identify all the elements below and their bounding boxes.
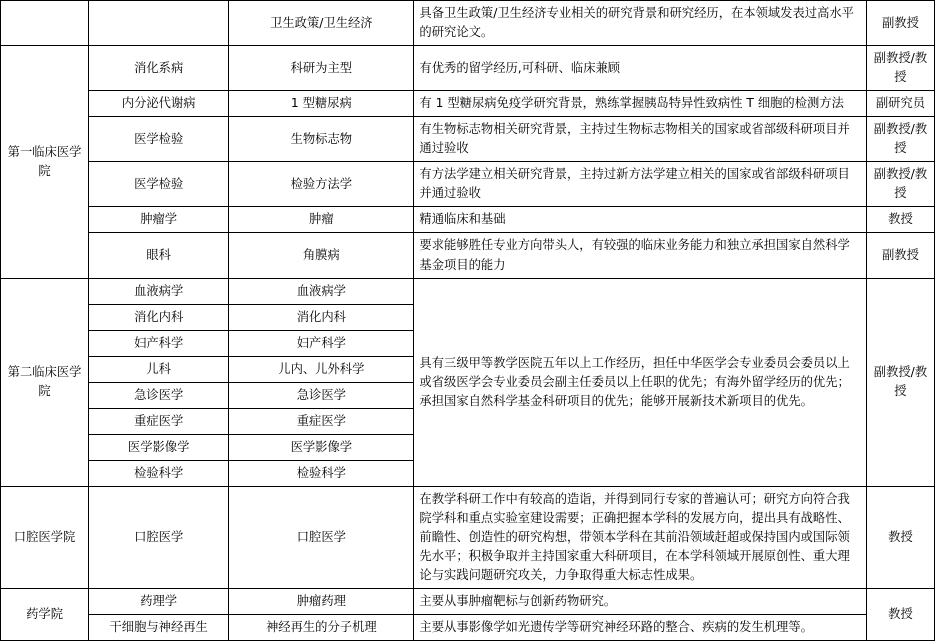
cell-major: 医学检验 — [89, 117, 229, 162]
cell-major: 干细胞与神经再生 — [89, 615, 229, 641]
cell-requirement: 主要从事影像学如光遗传学等研究神经环路的整合、疾病的发生机理等。 — [414, 615, 866, 641]
cell-direction: 1 型糖尿病 — [229, 91, 414, 117]
cell-direction: 卫生政策/卫生经济 — [229, 1, 414, 46]
cell-direction: 儿内、儿外科学 — [229, 356, 414, 382]
cell-direction: 妇产科学 — [229, 330, 414, 356]
cell-title: 副教授/教授 — [866, 46, 934, 91]
cell-requirement: 要求能够胜任专业方向带头人，有较强的临床业务能力和独立承担国家自然科学基金项目的能力 — [414, 233, 866, 278]
cell-major: 内分泌代谢病 — [89, 91, 229, 117]
cell-requirement: 有方法学建立相关研究背景，主持过新方法学建立相关的国家或省部级科研项目并通过验收 — [414, 162, 866, 207]
cell-requirement: 有生物标志物相关研究背景，主持过生物标志物相关的国家或省部级科研项目并通过验收 — [414, 117, 866, 162]
table-row — [1, 91, 935, 117]
cell-major: 医学影像学 — [89, 434, 229, 460]
table-row — [1, 1, 935, 46]
cell-direction: 角膜病 — [229, 233, 414, 278]
cell-direction: 消化内科 — [229, 304, 414, 330]
cell-direction: 口腔医学 — [229, 486, 414, 588]
table-row — [1, 117, 935, 162]
cell-college: 第二临床医学院 — [1, 278, 89, 486]
cell-requirement: 在教学科研工作中有较高的造诣，并得到同行专家的普遍认可；研究方向符合我院学科和重点实验室建设需要；正确把握本学科的发展方向，提出具有战略性、前瞻性、创造性的研究构想，带领本学科在其前沿领域赶超或保持国内或国际领先水平；积极争取并主持国家重大科研项目，在本学科领域开展原创性、重大理论与实践问题研究攻关，力争取得重大标志性成果。 — [414, 486, 866, 588]
cell-major: 血液病学 — [89, 278, 229, 304]
cell-major: 药理学 — [89, 589, 229, 615]
table-row — [1, 207, 935, 233]
cell-college: 药学院 — [1, 589, 89, 641]
cell-requirement: 有优秀的留学经历,可科研、临床兼顾 — [414, 46, 866, 91]
cell-college — [1, 1, 89, 46]
cell-title: 副教授/教授 — [866, 117, 934, 162]
cell-requirement: 精通临床和基础 — [414, 207, 866, 233]
cell-major: 消化内科 — [89, 304, 229, 330]
cell-major: 医学检验 — [89, 162, 229, 207]
cell-major: 重症医学 — [89, 408, 229, 434]
cell-major: 口腔医学 — [89, 486, 229, 588]
cell-requirement: 具备卫生政策/卫生经济专业相关的研究背景和研究经历，在本领域发表过高水平的研究论文。 — [414, 1, 866, 46]
cell-major: 消化系病 — [89, 46, 229, 91]
table-row — [1, 589, 935, 615]
table-row — [1, 615, 935, 641]
cell-direction: 血液病学 — [229, 278, 414, 304]
cell-major: 肿瘤学 — [89, 207, 229, 233]
cell-requirement: 主要从事肿瘤靶标与创新药物研究。 — [414, 589, 866, 615]
table-row — [1, 233, 935, 278]
cell-major: 急诊医学 — [89, 382, 229, 408]
cell-direction: 急诊医学 — [229, 382, 414, 408]
cell-direction: 重症医学 — [229, 408, 414, 434]
cell-major — [89, 1, 229, 46]
cell-college: 第一临床医学院 — [1, 46, 89, 278]
cell-direction: 检验方法学 — [229, 162, 414, 207]
cell-college: 口腔医学院 — [1, 486, 89, 588]
cell-major: 妇产科学 — [89, 330, 229, 356]
cell-title: 副教授 — [866, 1, 934, 46]
cell-major: 检验科学 — [89, 460, 229, 486]
cell-direction: 肿瘤药理 — [229, 589, 414, 615]
cell-major: 眼科 — [89, 233, 229, 278]
cell-title: 教授 — [866, 207, 934, 233]
cell-direction: 医学影像学 — [229, 434, 414, 460]
cell-direction: 神经再生的分子机理 — [229, 615, 414, 641]
cell-requirement: 有 1 型糖尿病免疫学研究背景，熟练掌握胰岛特异性致病性 T 细胞的检测方法 — [414, 91, 866, 117]
table-row — [1, 46, 935, 91]
cell-title: 副教授 — [866, 233, 934, 278]
cell-direction: 检验科学 — [229, 460, 414, 486]
cell-direction: 肿瘤 — [229, 207, 414, 233]
table-row — [1, 162, 935, 207]
cell-title: 教授 — [866, 589, 934, 641]
cell-requirement: 具有三级甲等教学医院五年以上工作经历，担任中华医学会专业委员会委员以上或省级医学会专业委员会副主任委员以上任职的优先；有海外留学经历的优先；承担国家自然科学基金科研项目的优先；能够开展新技术新项目的优先。 — [414, 278, 866, 486]
table-row — [1, 278, 935, 304]
cell-direction: 科研为主型 — [229, 46, 414, 91]
cell-title: 教授 — [866, 486, 934, 588]
cell-title: 副教授/教授 — [866, 162, 934, 207]
cell-major: 儿科 — [89, 356, 229, 382]
cell-direction: 生物标志物 — [229, 117, 414, 162]
table-row — [1, 486, 935, 588]
cell-title: 副研究员 — [866, 91, 934, 117]
cell-title: 副教授/教授 — [866, 278, 934, 486]
